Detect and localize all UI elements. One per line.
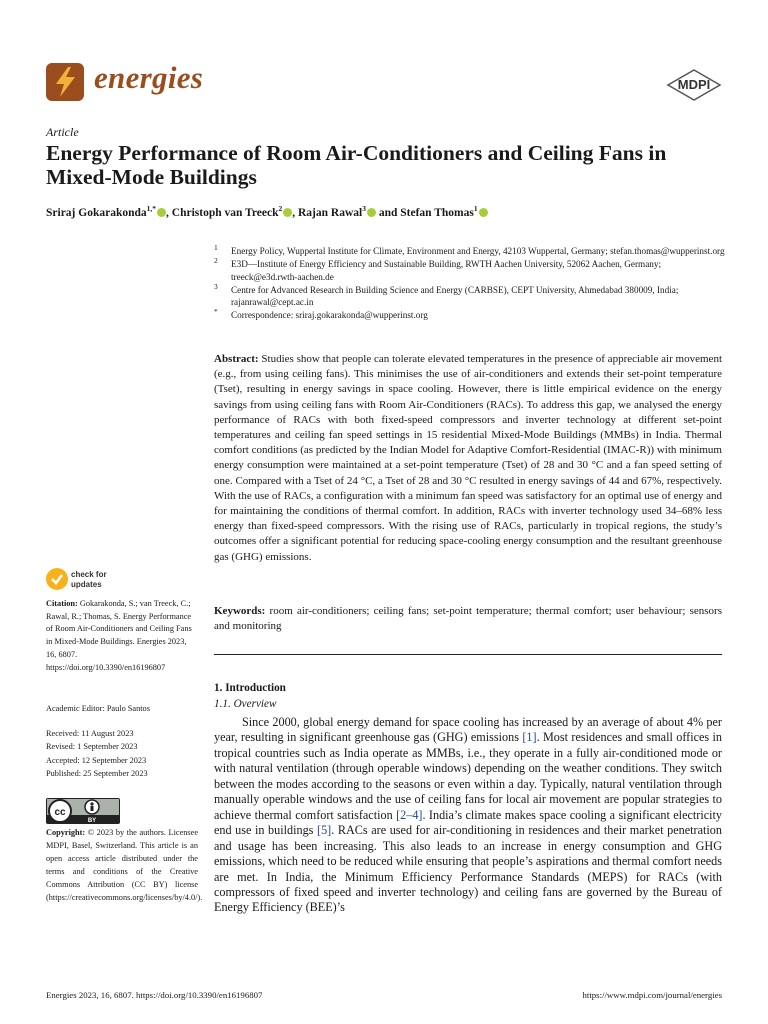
cc-by-license-icon[interactable] [46,798,120,824]
reference-link[interactable]: [5] [317,823,332,838]
copyright-text: © 2023 by the authors. Licensee MDPI, Basel, Switzerland. This article is an open access article distributed under the terms and conditions of the Creative Commons Attribution (CC BY) license (https://creativecommons.org/licenses/by/4.0/). [46,828,203,903]
affiliation-number: 3 [214,281,218,291]
orcid-icon[interactable] [283,208,292,217]
intro-text: . RACs are used for air-conditioning in residences and their market penetration and usage has been increasing. This also leads to an increase in energy consumption and GHG emissions, which need to be reduced while ensuring that people’s aspirations and thermal comfort needs are met. In India, the Minimum Efficiency Performance Standards (MEPS) for RACs (with compressors of fixed speed and inverter technology) and ceiling fans are governed by the Bureau of Energy Efficiency (BEE)’s [214,823,723,915]
author-list: Sriraj Gokarakonda$^{1,*}$ , Christoph van Treeck$^2$ , Rajan Rawal$^3$ and Stefan Thomas$^1$ [46,204,726,219]
subsection-heading: 1.1. Overview [214,698,277,710]
affiliation-text: Energy Policy, Wuppertal Institute for Climate, Environment and Energy, 42103 Wuppertal, Germany; stefan.thomas@wupperinst.org [231,246,725,256]
date-received: Received: 11 August 2023 [46,729,134,738]
author-affiliation-marker: 2 [278,204,283,213]
date-accepted: Accepted: 12 September 2023 [46,755,147,765]
author-affiliation-marker: 3 [362,204,366,213]
svg-text:cc: cc [54,807,66,818]
check-updates-line: check for [71,570,107,579]
affiliation-number: * [214,307,218,317]
footer-citation: Energies 2023, 16, 6807. https://doi.org/10.3390/en16196807 [46,990,263,1000]
abstract [214,352,722,565]
citation-text: Gokarakonda, S.; van Treeck, C.; Rawal, R.; Thomas, S. Energy Performance of Room Air-Conditioners and Ceiling Fans in Mixed-Mode Buildings. Energies 2023, 16, 6807. https://doi.org/10.3390/en16196807 [46,599,192,672]
article-type: Article [46,125,79,139]
keywords-text: room air-conditioners; ceiling fans; set-point temperature; thermal comfort; user behaviour; sensors and monitoring [214,605,722,633]
check-updates-line: updates [71,579,102,589]
reference-link[interactable]: [1] [522,730,537,745]
check-updates-icon[interactable] [46,568,68,590]
keywords-label: Keywords: [214,605,266,617]
affiliation-text: Centre for Advanced Research in Building Science and Energy (CARBSE), CEPT University, Ahmedabad 380009, India; rajanrawal@cept.ac.in [231,284,679,308]
citation [46,598,198,674]
article-title: Energy Performance of Room Air-Conditioners and Ceiling Fans in Mixed-Mode Buildings [46,141,667,189]
citation-label: Citation: [46,599,78,608]
affiliation-item [214,245,726,257]
affiliation-text: E3D—Institute of Energy Efficiency and Sustainable Building, RWTH Aachen University, 52062 Aachen, Germany; treeck@e3d.rwth-aachen.de [231,259,662,282]
intro-text: . Most residences and small offices in tropical countries such as India operate as MMBs, i.e., they operate in a fully air-conditioned mode or with natural ventilation (through operable windows) depending on the weather conditions. They switch between the modes according to the seasons or even within a day. Typically, natural ventilation through manually operable windows and the use of ceiling fans for local air movement are popular strategies to achieve thermal comfort satisfaction [214,730,723,822]
author-affiliation-marker: 1,* [146,204,157,213]
copyright-label: Copyright: [46,828,86,837]
footer-journal-link[interactable]: https://www.mdpi.com/journal/energies [582,990,722,1000]
journal-logo-icon [46,63,84,101]
date-published: Published: 25 September 2023 [46,769,148,779]
check-updates-button[interactable] [71,570,107,589]
reference-link[interactable]: [2–4] [396,807,423,822]
affiliation-item [214,281,726,309]
keywords [214,604,722,634]
abstract-text: Studies show that people can tolerate elevated temperatures in the presence of appreciable air movement (e.g., from using ceiling fans). This minimises the use of air-conditioners and extends their set-point temperature (Tset), resulting in energy savings in space cooling. However, there is little empirical evidence on the energy savings from using ceiling fans with Room Air-Conditioners (RACs). To address this gap, we analysed the energy performance of RACs with both fixed-speed compressors and inverter technology at different set-point temperatures and ceiling fan speed settings in 15 residential Mixed-Mode Buildings (MMBs) in India. Thermal comfort conditions (as predicted by the Indian Model for Adaptive Comfort-Residential (IMAC-R)) with minimum energy consumption were maintained at a set-point temperature (Tset) of 28 and 30 °C and a fan speed setting of one. Compared with a Tset of 24 °C, a Tset of 28 and 30 °C resulted in energy savings of 44 and 67%, respectively. With the use of RACs, a configuration with a minimum fan speed was satisfactory for an optimal use of energy and for maintaining the conditions of thermal comfort. In addition, RACs with inverter technology used 34–68% less energy than fixed-speed compressors. With the rising use of RACs, particularly in tropical regions, the study’s outcomes offer a significant potential for reducing space-cooling energy consumption and the resultant greenhouse gas (GHG) emissions. [214,353,722,563]
academic-editor: Academic Editor: Paulo Santos [46,704,150,713]
orcid-icon[interactable] [479,208,488,217]
affiliation-item [214,309,726,321]
publisher-name: MDPI [677,77,711,92]
intro-text: Since 2000, global energy demand for space cooling has increased by an average of about 4% per year, resulting in significant greenhouse gas (GHG) emissions [214,715,722,745]
author-name[interactable]: Stefan Thomas [400,206,474,219]
author-affiliation-marker: 1 [473,204,478,213]
orcid-icon[interactable] [367,208,376,217]
journal-name: energies [94,60,204,95]
author-name[interactable]: Rajan Rawal [297,206,363,219]
intro-text: . India’s climate makes space cooling a significant electricity end use in buildings [214,807,722,838]
cc-by-label: BY [87,818,97,824]
orcid-icon[interactable] [157,208,166,217]
author-name[interactable]: Sriraj Gokarakonda [46,206,147,219]
author-name[interactable]: Christoph van Treeck [171,206,279,219]
affiliation-text: Correspondence: sriraj.gokarakonda@wupperinst.org [231,310,428,321]
section-divider [214,654,722,655]
affiliation-item [214,258,726,283]
date-revised: Revised: 1 September 2023 [46,742,138,752]
affiliation-number: 1 [214,243,218,252]
publisher-logo-icon [666,69,722,101]
affiliation-number: 2 [214,256,218,266]
section-heading: 1. Introduction [214,682,286,694]
intro-paragraph [214,715,722,916]
publication-dates [46,727,148,781]
copyright-notice [46,826,203,905]
affiliations [214,245,726,323]
abstract-label: Abstract: [214,353,259,365]
